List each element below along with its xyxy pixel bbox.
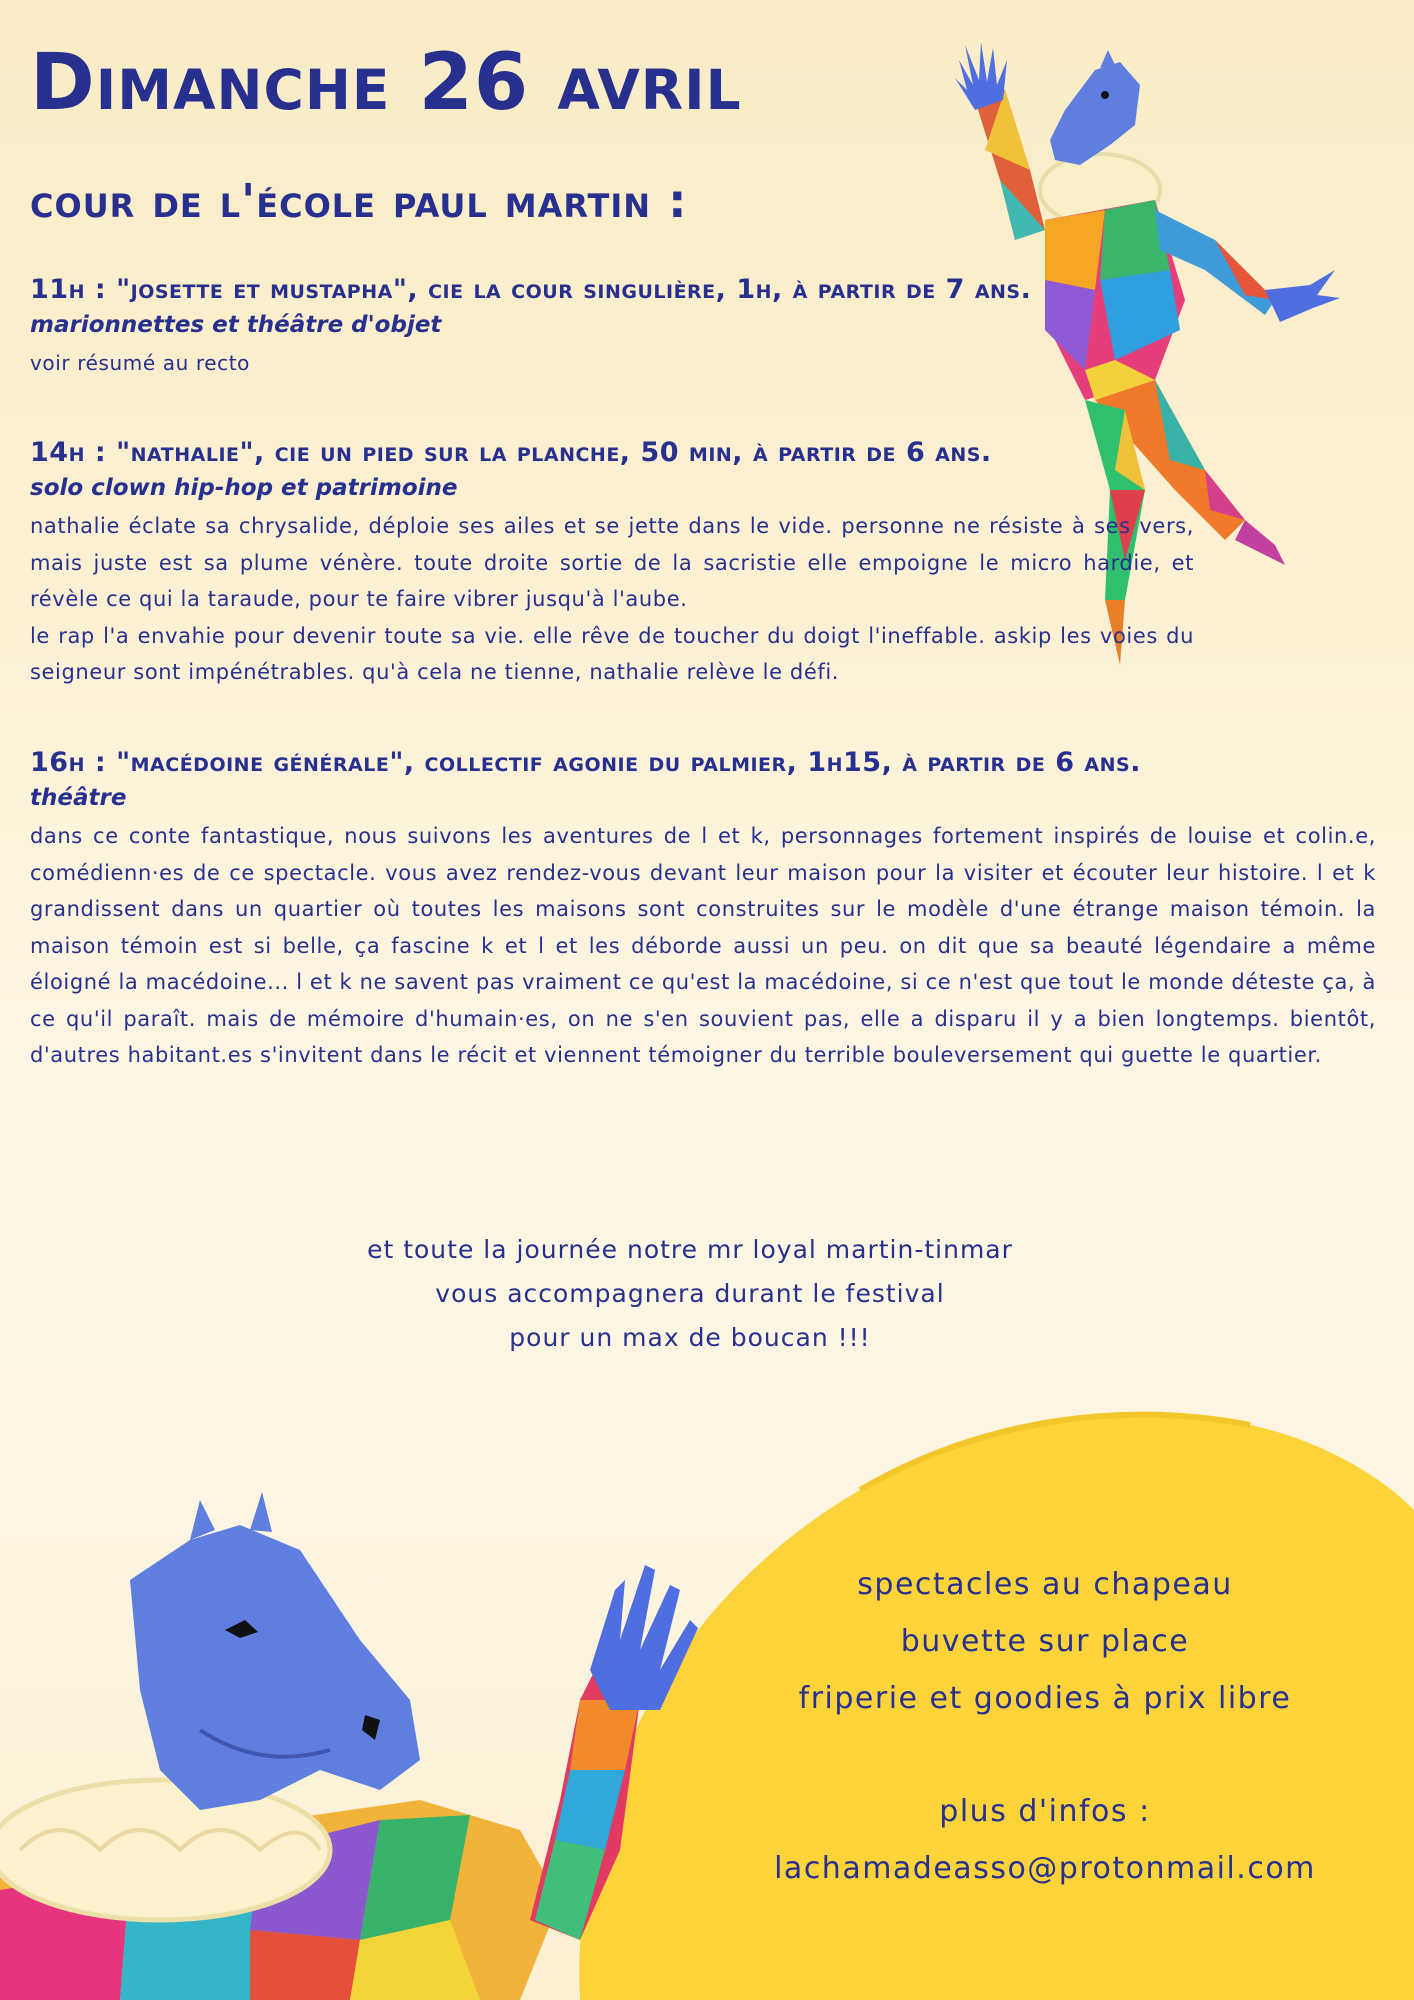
show-description: nathalie éclate sa chrysalide, déploie ses ailes et se jette dans le vide. personne ne résiste à ses vers, mais juste est sa plume vénère. toute droite sortie de la sacristie elle empoigne le micro hardie, et révèle ce qui la taraude, pour te faire vibrer jusqu'à l'aube.	[30, 514, 1194, 612]
show-genre: théâtre	[30, 785, 127, 812]
harlequin-horse-waving-illustration	[0, 1470, 800, 2000]
info-line: buvette sur place	[900, 1624, 1190, 1659]
show-item	[30, 435, 1194, 691]
info-line: friperie et goodies à prix libre	[798, 1681, 1292, 1716]
announcement-line: pour un max de boucan !!!	[509, 1323, 871, 1352]
show-description: voir résumé au recto	[30, 351, 250, 376]
announcement-line: et toute la journée notre mr loyal martin-tinmar	[367, 1235, 1013, 1264]
show-heading: 11h : "josette et mustapha", cie la cour singulière, 1h, à partir de 7 ans.	[30, 274, 1032, 305]
venue-heading: cour de l'école paul martin :	[30, 174, 688, 228]
announcement-line: vous accompagnera durant le festival	[435, 1279, 945, 1308]
page-title: Dimanche 26 avril	[30, 38, 742, 128]
mr-loyal-announcement	[290, 1228, 1090, 1360]
show-heading: 14h : "nathalie", cie un pied sur la planche, 50 min, à partir de 6 ans.	[30, 437, 992, 468]
show-genre: marionnettes et théâtre d'objet	[30, 312, 442, 339]
show-heading: 16h : "macédoine générale", collectif agonie du palmier, 1h15, à partir de 6 ans.	[30, 747, 1141, 778]
show-description-continued: le rap l'a envahie pour devenir toute sa vie. elle rêve de toucher du doigt l'ineffable. askip les voies du seigneur sont impénétrables. qu'à cela ne tienne, nathalie relève le défi.	[30, 623, 1194, 685]
show-item	[30, 745, 1376, 1074]
contact-email[interactable]: lachamadeasso@protonmail.com	[774, 1851, 1316, 1886]
info-line: spectacles au chapeau	[857, 1567, 1233, 1602]
show-description: dans ce conte fantastique, nous suivons les aventures de l et k, personnages fortement inspirés de louise et colin.e, comédienn·es de ce spectacle. vous avez rendez-vous devant leur maison pour la visiter et écouter leur histoire. l et k grandissent dans un quartier où toutes les maisons sont construites sur le modèle d'une étrange maison témoin. la maison témoin est si belle, ça fascine k et l et les déborde aussi un peu. on dit que sa beauté légendaire a même éloigné la macédoine... l et k ne savent pas vraiment ce qu'est la macédoine, si ce n'est que tout le monde déteste ça, à ce qu'il paraît. mais de mémoire d'humain·es, on ne s'en souvient pas, elle a disparu il y a bien longtemps. bientôt, d'autres habitant.es s'invitent dans le récit et viennent témoigner du terrible bouleversement qui guette le quartier.	[30, 824, 1376, 1068]
info-block	[720, 1556, 1370, 1897]
contact-label: plus d'infos :	[939, 1794, 1151, 1829]
show-genre: solo clown hip-hop et patrimoine	[30, 475, 458, 502]
show-item	[30, 272, 1130, 382]
